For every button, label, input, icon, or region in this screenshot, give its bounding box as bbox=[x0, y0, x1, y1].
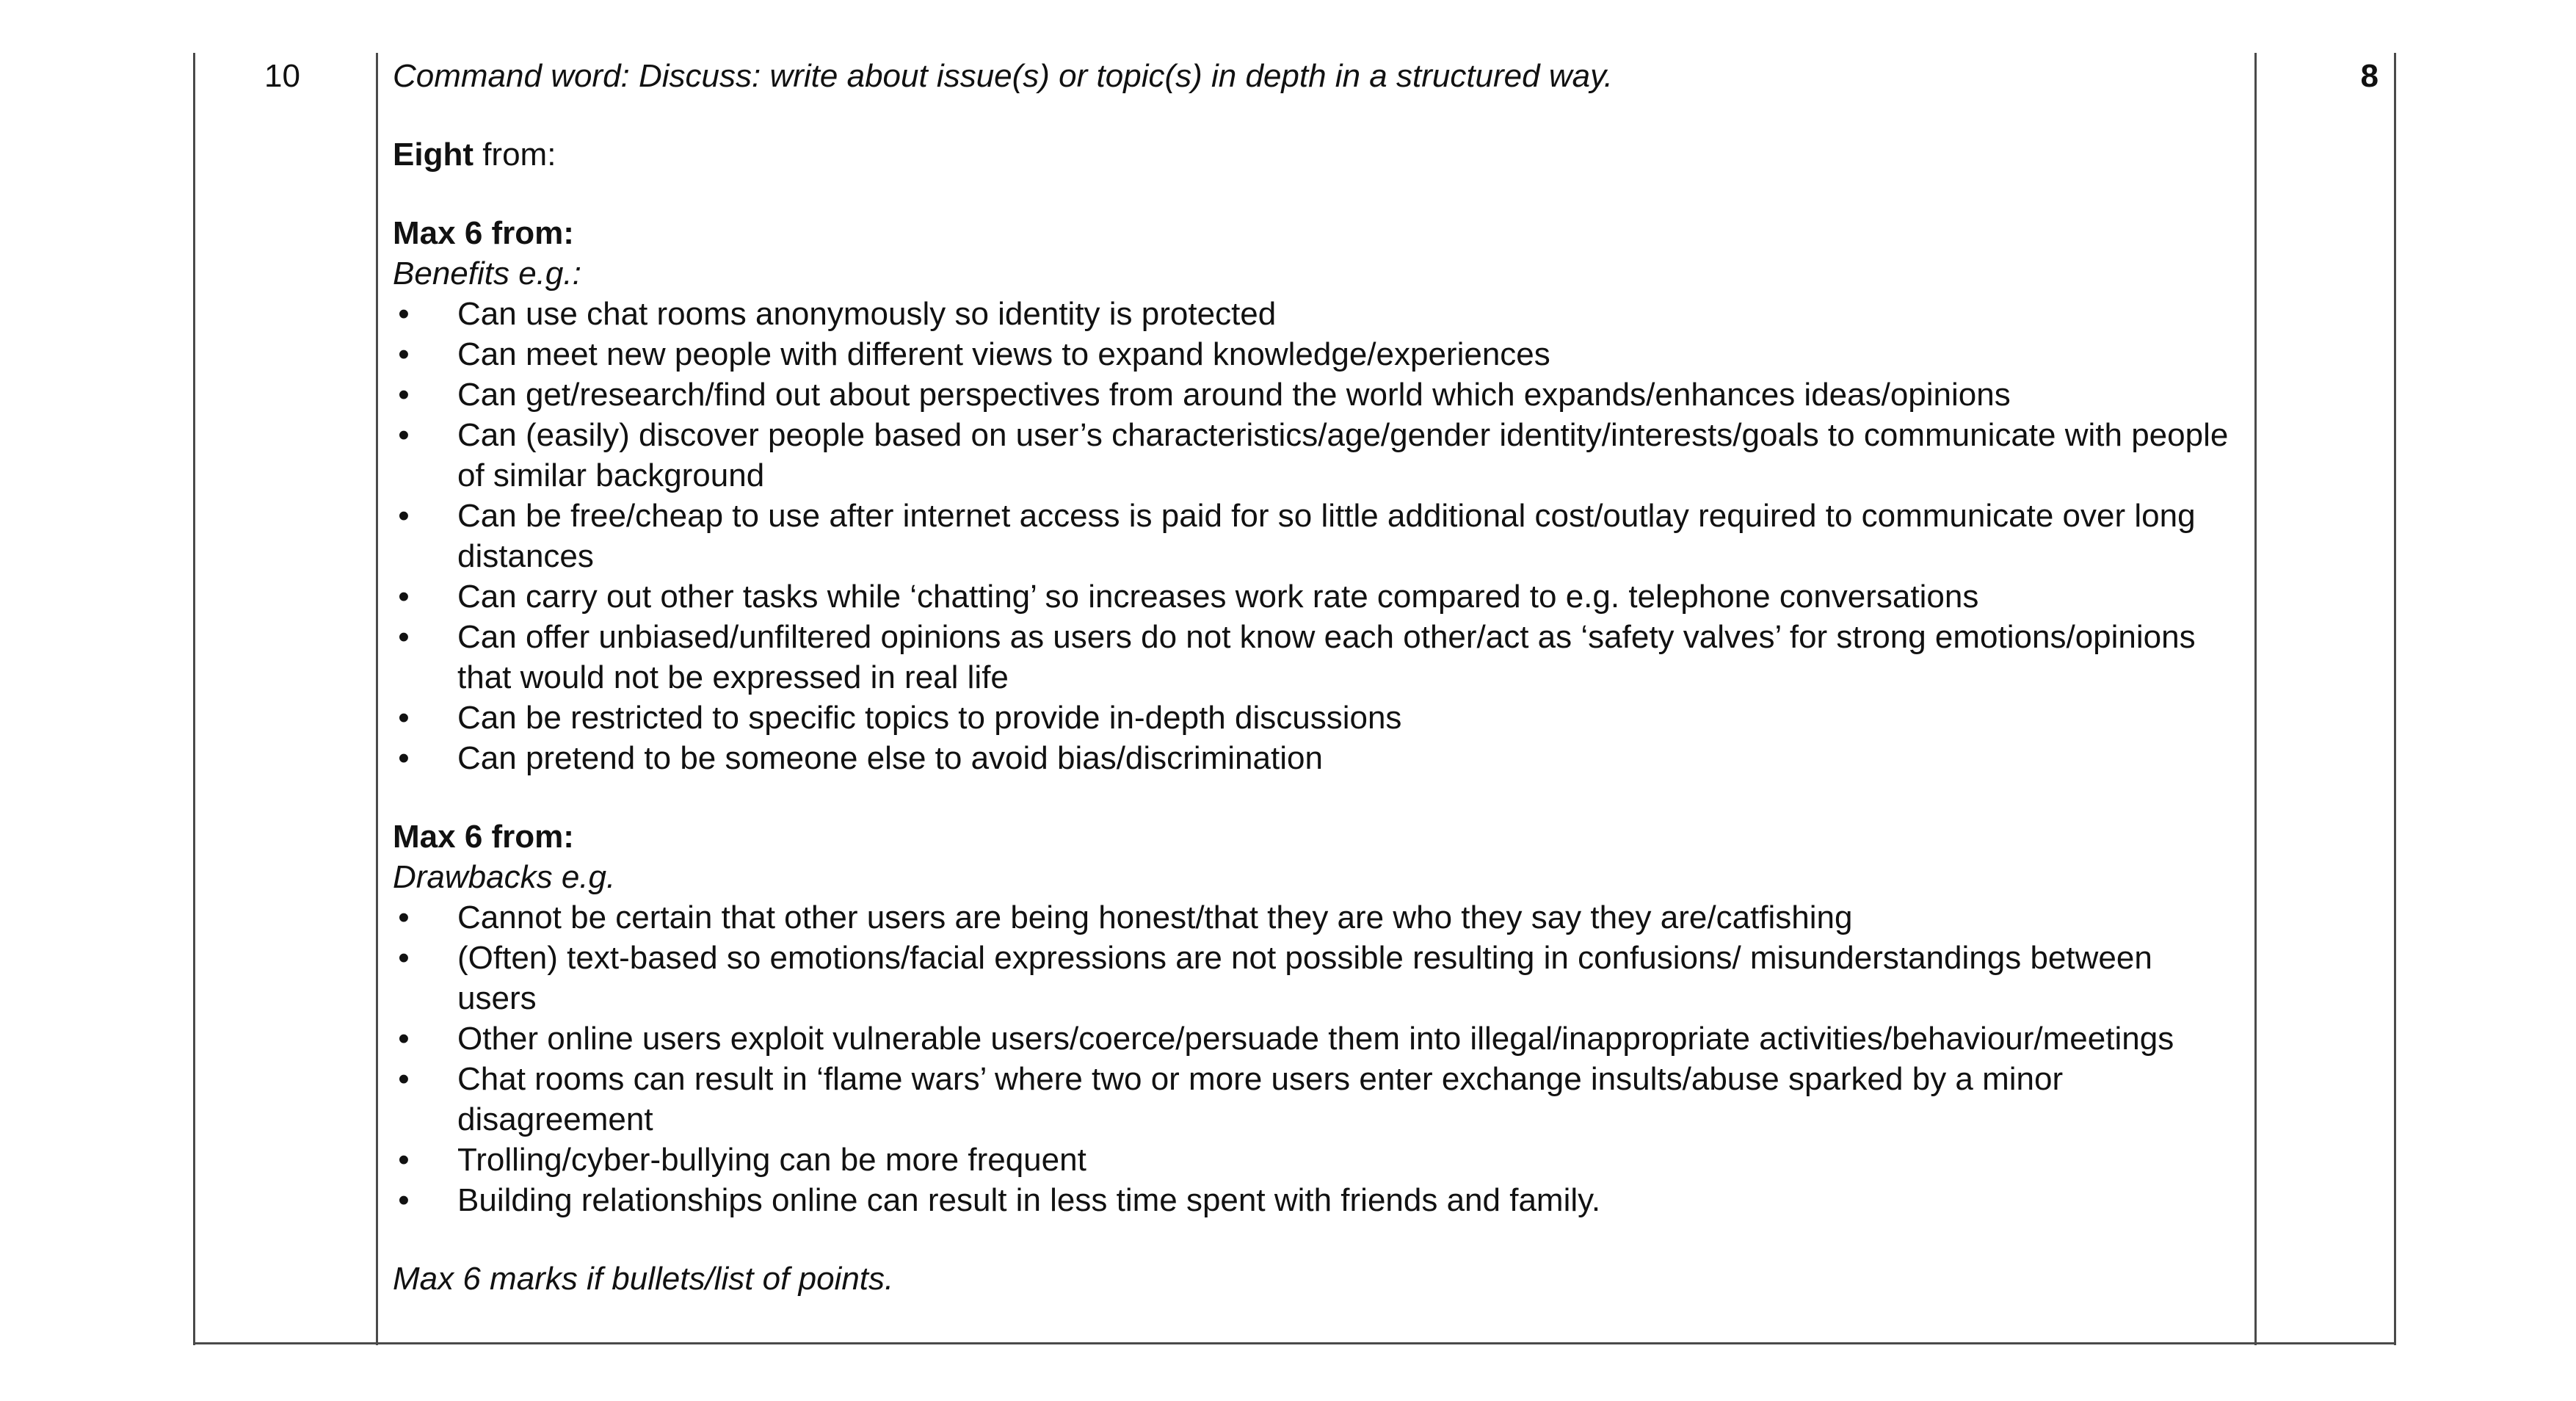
bullet-icon: • bbox=[398, 899, 410, 935]
column-divider-answer bbox=[2254, 53, 2257, 1345]
bullet-icon: • bbox=[398, 417, 410, 453]
eight-bold-text: Eight bbox=[393, 137, 474, 173]
list-item-text: Can be restricted to specific topics to provide in-depth discussions bbox=[457, 700, 1402, 736]
list-item bbox=[393, 576, 2235, 617]
list-item bbox=[393, 1018, 2235, 1059]
table-border-left bbox=[193, 53, 195, 1345]
bullet-icon: • bbox=[398, 1061, 410, 1097]
list-item bbox=[393, 1059, 2235, 1140]
list-item-text: Can pretend to be someone else to avoid bias/discrimination bbox=[457, 740, 1323, 776]
bullet-icon: • bbox=[398, 1182, 410, 1218]
bullet-icon: • bbox=[398, 336, 410, 372]
list-item-text: Can use chat rooms anonymously so identity is protected bbox=[457, 296, 1277, 332]
list-item-text: (Often) text-based so emotions/facial expressions are not possible resulting in confusions/ misunderstandings between users bbox=[457, 940, 2152, 1016]
eight-from-text: from: bbox=[473, 137, 556, 173]
bullet-icon: • bbox=[398, 700, 410, 736]
benefits-heading: Max 6 from: bbox=[393, 215, 574, 251]
table-border-bottom bbox=[193, 1342, 2395, 1344]
bullet-icon: • bbox=[398, 619, 410, 655]
list-item bbox=[393, 496, 2235, 576]
list-item bbox=[393, 374, 2235, 415]
bullet-icon: • bbox=[398, 296, 410, 332]
bullet-icon: • bbox=[398, 579, 410, 615]
bullet-icon: • bbox=[398, 1142, 410, 1178]
list-item bbox=[393, 617, 2235, 698]
benefits-list bbox=[393, 294, 2235, 778]
list-item bbox=[393, 897, 2235, 938]
list-item-text: Can meet new people with different views to expand knowledge/experiences bbox=[457, 336, 1550, 372]
list-item-text: Building relationships online can result in less time spent with friends and family. bbox=[457, 1182, 1601, 1218]
question-marks: 8 bbox=[2360, 58, 2379, 94]
list-item bbox=[393, 738, 2235, 778]
bullet-icon: • bbox=[398, 940, 410, 976]
list-item bbox=[393, 415, 2235, 496]
command-word-text: Command word: Discuss: write about issue(s) or topic(s) in depth in a structured way. bbox=[393, 58, 1614, 94]
drawbacks-heading: Max 6 from: bbox=[393, 819, 574, 855]
list-item bbox=[393, 334, 2235, 374]
answer-content bbox=[393, 56, 2235, 1299]
drawbacks-subheading: Drawbacks e.g. bbox=[393, 859, 616, 895]
list-item-text: Can (easily) discover people based on user’s characteristics/age/gender identity/interests/goals to communicate with people of similar background bbox=[457, 417, 2229, 493]
bullet-icon: • bbox=[398, 740, 410, 776]
list-item bbox=[393, 698, 2235, 738]
list-item bbox=[393, 1140, 2235, 1180]
bullet-icon: • bbox=[398, 377, 410, 413]
list-item bbox=[393, 1180, 2235, 1220]
list-item-text: Can offer unbiased/unfiltered opinions as users do not know each other/act as ‘safety valves’ for strong emotions/opinions that would not be expressed in real life bbox=[457, 619, 2196, 695]
list-item-text: Can get/research/find out about perspectives from around the world which expands/enhances ideas/opinions bbox=[457, 377, 2011, 413]
list-item-text: Trolling/cyber-bullying can be more frequent bbox=[457, 1142, 1086, 1178]
list-item-text: Cannot be certain that other users are being honest/that they are who they say they are/catfishing bbox=[457, 899, 1853, 935]
list-item-text: Can carry out other tasks while ‘chatting’ so increases work rate compared to e.g. telephone conversations bbox=[457, 579, 1979, 615]
list-item-text: Can be free/cheap to use after internet access is paid for so little additional cost/outlay required to communicate over long distances bbox=[457, 498, 2196, 574]
column-divider-question bbox=[376, 53, 378, 1345]
footer-note: Max 6 marks if bullets/list of points. bbox=[393, 1261, 894, 1297]
table-border-right bbox=[2394, 53, 2396, 1345]
bullet-icon: • bbox=[398, 1021, 410, 1057]
bullet-icon: • bbox=[398, 498, 410, 534]
list-item-text: Chat rooms can result in ‘flame wars’ where two or more users enter exchange insults/abuse sparked by a minor disagreement bbox=[457, 1061, 2064, 1137]
benefits-subheading: Benefits e.g.: bbox=[393, 256, 581, 292]
eight-from-line bbox=[393, 134, 2235, 175]
list-item bbox=[393, 294, 2235, 334]
drawbacks-list bbox=[393, 897, 2235, 1220]
list-item-text: Other online users exploit vulnerable users/coerce/persuade them into illegal/inappropriate activities/behaviour/meetings bbox=[457, 1021, 2174, 1057]
question-number: 10 bbox=[264, 58, 300, 94]
list-item bbox=[393, 938, 2235, 1018]
